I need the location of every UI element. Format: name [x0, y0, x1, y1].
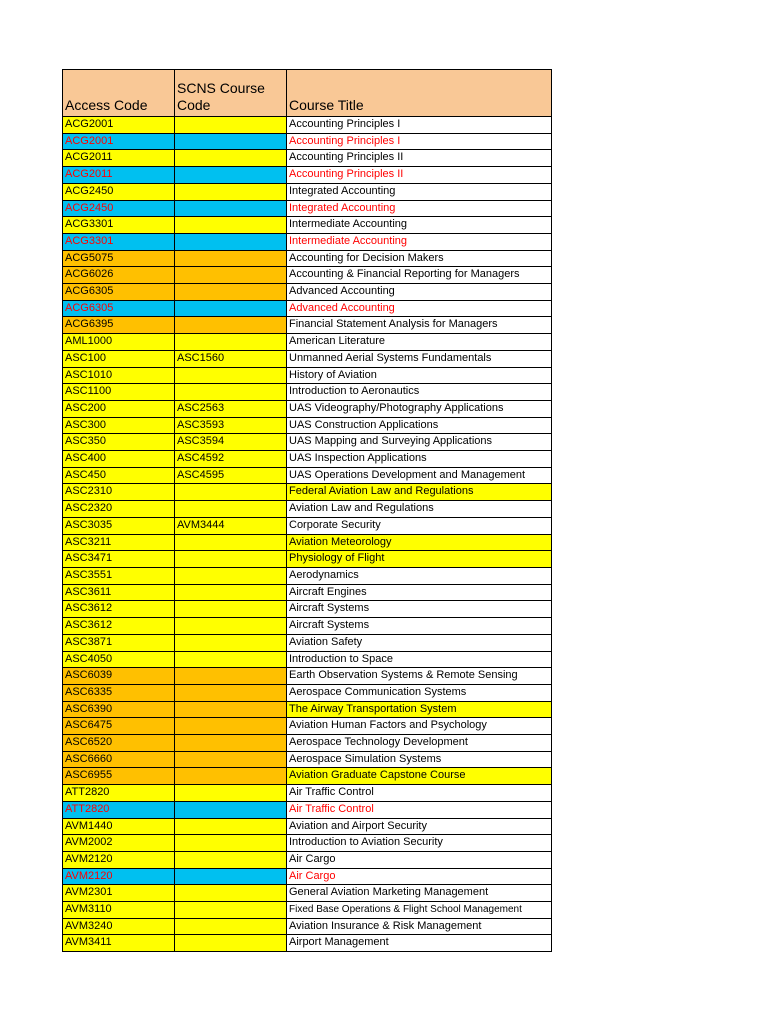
access-code-cell[interactable]: ASC3612 — [63, 618, 175, 635]
course-title-cell[interactable]: Advanced Accounting — [287, 300, 552, 317]
table-row — [63, 768, 552, 785]
table-row — [63, 367, 552, 384]
table-row — [63, 350, 552, 367]
access-code-cell[interactable]: ASC6955 — [63, 768, 175, 785]
course-title-cell[interactable]: Aviation and Airport Security — [287, 818, 552, 835]
course-title-cell[interactable]: Aerodynamics — [287, 567, 552, 584]
table-row — [63, 601, 552, 618]
access-code-cell[interactable]: ASC2310 — [63, 484, 175, 501]
scns-code-cell[interactable] — [175, 918, 287, 935]
access-code-cell[interactable]: AVM3110 — [63, 902, 175, 919]
scns-code-cell[interactable] — [175, 133, 287, 150]
course-title-cell[interactable]: Corporate Security — [287, 517, 552, 534]
access-code-cell[interactable]: ACG6305 — [63, 284, 175, 301]
course-title-cell[interactable]: Accounting Principles I — [287, 133, 552, 150]
scns-code-cell[interactable] — [175, 384, 287, 401]
access-code-cell[interactable]: ACG2450 — [63, 200, 175, 217]
scns-code-cell[interactable] — [175, 200, 287, 217]
scns-code-cell[interactable] — [175, 300, 287, 317]
table-row — [63, 233, 552, 250]
table-row — [63, 851, 552, 868]
course-title-cell[interactable]: General Aviation Marketing Management — [287, 885, 552, 902]
course-title-cell[interactable]: Aerospace Technology Development — [287, 735, 552, 752]
table-row — [63, 250, 552, 267]
scns-code-cell[interactable] — [175, 534, 287, 551]
table-row — [63, 551, 552, 568]
course-title-cell[interactable]: History of Aviation — [287, 367, 552, 384]
scns-code-cell[interactable]: ASC4595 — [175, 467, 287, 484]
course-title-cell[interactable]: Accounting for Decision Makers — [287, 250, 552, 267]
course-title-cell[interactable]: Aircraft Systems — [287, 618, 552, 635]
course-title-cell[interactable]: Air Cargo — [287, 868, 552, 885]
scns-code-cell[interactable] — [175, 150, 287, 167]
scns-code-cell[interactable] — [175, 851, 287, 868]
course-title-cell[interactable]: Aviation Insurance & Risk Management — [287, 918, 552, 935]
table-row — [63, 133, 552, 150]
course-title-cell[interactable]: Intermediate Accounting — [287, 217, 552, 234]
table-row — [63, 434, 552, 451]
scns-code-cell[interactable]: ASC2563 — [175, 400, 287, 417]
access-code-cell[interactable]: ASC450 — [63, 467, 175, 484]
access-code-cell[interactable]: ACG2001 — [63, 117, 175, 134]
header-row — [63, 70, 552, 117]
table-row — [63, 584, 552, 601]
course-title-cell[interactable]: Aircraft Systems — [287, 601, 552, 618]
course-title-cell[interactable]: Aviation Law and Regulations — [287, 501, 552, 518]
header-course-title[interactable]: Course Title — [287, 70, 552, 117]
scns-code-cell[interactable] — [175, 267, 287, 284]
course-title-cell[interactable]: Unmanned Aerial Systems Fundamentals — [287, 350, 552, 367]
access-code-cell[interactable]: ACG3301 — [63, 233, 175, 250]
course-title-cell[interactable]: Introduction to Aeronautics — [287, 384, 552, 401]
table-row — [63, 718, 552, 735]
scns-code-cell[interactable]: ASC1560 — [175, 350, 287, 367]
access-code-cell[interactable]: ACG2001 — [63, 133, 175, 150]
course-title-cell[interactable]: Introduction to Aviation Security — [287, 835, 552, 852]
table-row — [63, 801, 552, 818]
scns-code-cell[interactable] — [175, 902, 287, 919]
scns-code-cell[interactable]: AVM3444 — [175, 517, 287, 534]
access-code-cell[interactable]: ASC6520 — [63, 735, 175, 752]
access-code-cell[interactable]: ASC400 — [63, 451, 175, 468]
scns-code-cell[interactable] — [175, 668, 287, 685]
table-row — [63, 167, 552, 184]
course-title-cell[interactable]: Earth Observation Systems & Remote Sensing — [287, 668, 552, 685]
access-code-cell[interactable]: ACG2011 — [63, 150, 175, 167]
access-code-cell[interactable]: ASC2320 — [63, 501, 175, 518]
table-row — [63, 267, 552, 284]
course-title-cell[interactable]: Intermediate Accounting — [287, 233, 552, 250]
access-code-cell[interactable]: ACG2011 — [63, 167, 175, 184]
access-code-cell[interactable]: AML1000 — [63, 334, 175, 351]
table-row — [63, 484, 552, 501]
course-title-cell[interactable]: Fixed Base Operations & Flight School Management — [287, 902, 552, 919]
table-row — [63, 634, 552, 651]
access-code-cell[interactable]: ACG6305 — [63, 300, 175, 317]
access-code-cell[interactable]: ASC6660 — [63, 751, 175, 768]
scns-code-cell[interactable] — [175, 367, 287, 384]
table-row — [63, 935, 552, 952]
table-row — [63, 818, 552, 835]
scns-code-cell[interactable] — [175, 167, 287, 184]
table-row — [63, 400, 552, 417]
course-title-cell[interactable]: Accounting Principles II — [287, 150, 552, 167]
scns-code-cell[interactable] — [175, 117, 287, 134]
scns-code-cell[interactable] — [175, 785, 287, 802]
table-row — [63, 868, 552, 885]
table-row — [63, 785, 552, 802]
scns-code-cell[interactable] — [175, 751, 287, 768]
course-title-cell[interactable]: Aviation Meteorology — [287, 534, 552, 551]
scns-code-cell[interactable] — [175, 735, 287, 752]
table-row — [63, 567, 552, 584]
scns-code-cell[interactable] — [175, 935, 287, 952]
table-row — [63, 684, 552, 701]
access-code-cell[interactable]: ASC6335 — [63, 684, 175, 701]
header-scns-course-code[interactable]: SCNS Course Code — [175, 70, 287, 117]
access-code-cell[interactable]: ASC350 — [63, 434, 175, 451]
access-code-cell[interactable]: ASC3211 — [63, 534, 175, 551]
scns-code-cell[interactable] — [175, 233, 287, 250]
table-row — [63, 467, 552, 484]
scns-code-cell[interactable] — [175, 684, 287, 701]
course-table — [62, 69, 552, 952]
table-row — [63, 885, 552, 902]
course-title-cell[interactable]: Financial Statement Analysis for Managers — [287, 317, 552, 334]
scns-code-cell[interactable] — [175, 885, 287, 902]
course-title-cell[interactable]: UAS Inspection Applications — [287, 451, 552, 468]
access-code-cell[interactable]: ASC6475 — [63, 718, 175, 735]
course-title-cell[interactable]: Federal Aviation Law and Regulations — [287, 484, 552, 501]
scns-code-cell[interactable] — [175, 250, 287, 267]
scns-code-cell[interactable] — [175, 217, 287, 234]
access-code-cell[interactable]: ATT2820 — [63, 785, 175, 802]
course-title-cell[interactable]: Integrated Accounting — [287, 200, 552, 217]
scns-code-cell[interactable] — [175, 284, 287, 301]
scns-code-cell[interactable] — [175, 601, 287, 618]
access-code-cell[interactable]: ACG6026 — [63, 267, 175, 284]
course-title-cell[interactable]: Introduction to Space — [287, 651, 552, 668]
access-code-cell[interactable]: ACG2450 — [63, 183, 175, 200]
scns-code-cell[interactable]: ASC3593 — [175, 417, 287, 434]
table-row — [63, 417, 552, 434]
access-code-cell[interactable]: ACG5075 — [63, 250, 175, 267]
access-code-cell[interactable]: ASC1010 — [63, 367, 175, 384]
scns-code-cell[interactable] — [175, 651, 287, 668]
course-title-cell[interactable]: Aviation Graduate Capstone Course — [287, 768, 552, 785]
course-title-cell[interactable]: The Airway Transportation System — [287, 701, 552, 718]
table-row — [63, 150, 552, 167]
table-row — [63, 701, 552, 718]
scns-code-cell[interactable] — [175, 634, 287, 651]
scns-code-cell[interactable] — [175, 868, 287, 885]
course-title-cell[interactable]: Air Cargo — [287, 851, 552, 868]
course-title-cell[interactable]: Aerospace Communication Systems — [287, 684, 552, 701]
scns-code-cell[interactable] — [175, 818, 287, 835]
table-row — [63, 451, 552, 468]
scns-code-cell[interactable] — [175, 618, 287, 635]
scns-code-cell[interactable]: ASC3594 — [175, 434, 287, 451]
course-title-cell[interactable]: American Literature — [287, 334, 552, 351]
scns-code-cell[interactable] — [175, 584, 287, 601]
access-code-cell[interactable]: ASC6390 — [63, 701, 175, 718]
course-title-cell[interactable]: UAS Operations Development and Management — [287, 467, 552, 484]
scns-code-cell[interactable]: ASC4592 — [175, 451, 287, 468]
course-title-cell[interactable]: Physiology of Flight — [287, 551, 552, 568]
scns-code-cell[interactable] — [175, 701, 287, 718]
table-row — [63, 835, 552, 852]
table-row — [63, 217, 552, 234]
access-code-cell[interactable]: ASC3612 — [63, 601, 175, 618]
access-code-cell[interactable]: ASC3471 — [63, 551, 175, 568]
course-title-cell[interactable]: UAS Videography/Photography Applications — [287, 400, 552, 417]
course-title-cell[interactable]: Airport Management — [287, 935, 552, 952]
access-code-cell[interactable]: ASC1100 — [63, 384, 175, 401]
access-code-cell[interactable]: AVM2120 — [63, 851, 175, 868]
course-title-cell[interactable]: Accounting Principles I — [287, 117, 552, 134]
course-title-cell[interactable]: Air Traffic Control — [287, 801, 552, 818]
table-row — [63, 384, 552, 401]
access-code-cell[interactable]: AVM2002 — [63, 835, 175, 852]
access-code-cell[interactable]: AVM3411 — [63, 935, 175, 952]
table-row — [63, 317, 552, 334]
access-code-cell[interactable]: ASC100 — [63, 350, 175, 367]
header-access-code[interactable]: Access Code — [63, 70, 175, 117]
table-row — [63, 751, 552, 768]
table-row — [63, 200, 552, 217]
course-title-cell[interactable]: UAS Construction Applications — [287, 417, 552, 434]
scns-code-cell[interactable] — [175, 484, 287, 501]
course-title-cell[interactable]: Advanced Accounting — [287, 284, 552, 301]
access-code-cell[interactable]: AVM1440 — [63, 818, 175, 835]
course-title-cell[interactable]: Aerospace Simulation Systems — [287, 751, 552, 768]
scns-code-cell[interactable] — [175, 567, 287, 584]
table-row — [63, 517, 552, 534]
course-title-cell[interactable]: Accounting Principles II — [287, 167, 552, 184]
access-code-cell[interactable]: ACG6395 — [63, 317, 175, 334]
table-row — [63, 534, 552, 551]
table-row — [63, 668, 552, 685]
course-title-cell[interactable]: Aircraft Engines — [287, 584, 552, 601]
access-code-cell[interactable]: ATT2820 — [63, 801, 175, 818]
access-code-cell[interactable]: AVM2120 — [63, 868, 175, 885]
access-code-cell[interactable]: ASC200 — [63, 400, 175, 417]
table-row — [63, 735, 552, 752]
course-title-cell[interactable]: UAS Mapping and Surveying Applications — [287, 434, 552, 451]
access-code-cell[interactable]: ASC300 — [63, 417, 175, 434]
table-row — [63, 284, 552, 301]
scns-code-cell[interactable] — [175, 501, 287, 518]
scns-code-cell[interactable] — [175, 334, 287, 351]
table-row — [63, 334, 552, 351]
access-code-cell[interactable]: ASC3871 — [63, 634, 175, 651]
access-code-cell[interactable]: AVM2301 — [63, 885, 175, 902]
access-code-cell[interactable]: ASC3035 — [63, 517, 175, 534]
course-title-cell[interactable]: Aviation Safety — [287, 634, 552, 651]
access-code-cell[interactable]: ACG3301 — [63, 217, 175, 234]
table-row — [63, 902, 552, 919]
scns-code-cell[interactable] — [175, 718, 287, 735]
table-row — [63, 618, 552, 635]
table-row — [63, 651, 552, 668]
scns-code-cell[interactable] — [175, 551, 287, 568]
course-title-cell[interactable]: Integrated Accounting — [287, 183, 552, 200]
scns-code-cell[interactable] — [175, 317, 287, 334]
access-code-cell[interactable]: ASC4050 — [63, 651, 175, 668]
access-code-cell[interactable]: ASC3611 — [63, 584, 175, 601]
table-row — [63, 183, 552, 200]
table-row — [63, 117, 552, 134]
access-code-cell[interactable]: AVM3240 — [63, 918, 175, 935]
scns-code-cell[interactable] — [175, 835, 287, 852]
scns-code-cell[interactable] — [175, 768, 287, 785]
table-row — [63, 918, 552, 935]
access-code-cell[interactable]: ASC6039 — [63, 668, 175, 685]
course-title-cell[interactable]: Air Traffic Control — [287, 785, 552, 802]
course-title-cell[interactable]: Aviation Human Factors and Psychology — [287, 718, 552, 735]
table-row — [63, 300, 552, 317]
course-title-cell[interactable]: Accounting & Financial Reporting for Managers — [287, 267, 552, 284]
scns-code-cell[interactable] — [175, 183, 287, 200]
table-row — [63, 501, 552, 518]
scns-code-cell[interactable] — [175, 801, 287, 818]
access-code-cell[interactable]: ASC3551 — [63, 567, 175, 584]
